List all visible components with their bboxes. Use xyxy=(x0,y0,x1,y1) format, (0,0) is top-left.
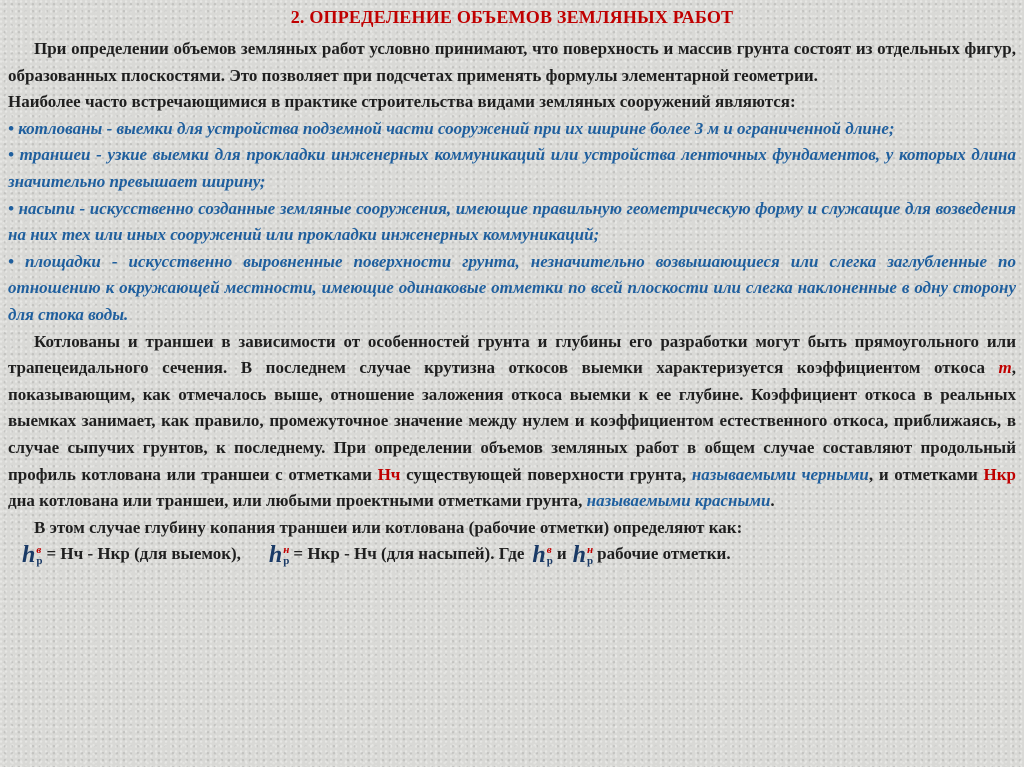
depth-paragraph: В этом случае глубину копания траншеи или котлована (рабочие отметки) определяют как: xyxy=(34,517,743,537)
h-fill-symbol: h н р xyxy=(268,541,290,568)
red-marks-label: называемыми красными xyxy=(586,491,771,511)
bullet-platforms: • площадки - искусственно выровненные поверхности грунта, незначительно возвышающиеся или слегка заглубленные по отношению к окружающей местности, имеющие одинаковые отметки по всей плоскости или слегка наклоненные в одну сторону для стока воды. xyxy=(8,251,1016,324)
slope-coefficient-symbol: m xyxy=(998,358,1012,378)
slopes-text-1: Котлованы и траншеи в зависимости от особенностей грунта и глубины его разработки могут быть прямоугольного или трапецеидального сечения. В последнем случае крутизна откосов выемки характеризуется коэффициентом откоса xyxy=(8,331,1016,378)
page-title: 2. ОПРЕДЕЛЕНИЕ ОБЪЕМОВ ЗЕМЛЯНЫХ РАБОТ xyxy=(290,7,734,27)
slide-body xyxy=(8,36,1016,568)
design-mark-symbol: Нкр xyxy=(983,464,1017,484)
h-fill-symbol-2: h н р xyxy=(572,541,594,568)
slopes-text-6: . xyxy=(770,491,775,511)
types-intro-paragraph: Наиболее часто встречающимися в практике строительства видами земляных сооружений являются: xyxy=(8,92,796,112)
formula-and: и xyxy=(556,544,567,564)
working-marks-formula xyxy=(8,541,1016,568)
bullet-pits: • котлованы - выемки для устройства подземной части сооружений при их ширине более 3 м и ограниченной длине; xyxy=(8,118,895,138)
slopes-text-2: , показывающим, как отмечалось выше, отношение заложения откоса выемки к ее глубине. Коэффициент откоса в реальных выемках занимает, как правило, промежуточное значение между нулем и коэффициентом естественного откоса, приближаясь, в случае сыпучих грунтов, к последнему. При определении объемов земляных работ в общем случае составляют продольный профиль котлована или траншеи с отметками xyxy=(8,358,1016,484)
surface-mark-symbol: Нч xyxy=(377,464,401,484)
bullet-trenches: • траншеи - узкие выемки для прокладки инженерных коммуникаций или устройства ленточных фундаментов, у которых длина значительно превышает ширину; xyxy=(8,145,1016,191)
slopes-text-5: дна котлована или траншеи, или любыми проектными отметками грунта, xyxy=(8,491,587,511)
h-cut-symbol-2: h в р xyxy=(532,541,553,568)
formula-fill-expression: = Нкр - Нч (для насыпей). Где xyxy=(293,544,525,564)
formula-cut-expression: = Нч - Нкр (для выемок), xyxy=(46,544,241,564)
slopes-text-4: , и отметками xyxy=(868,464,984,484)
intro-paragraph: При определении объемов земляных работ условно принимают, что поверхность и массив грунта состоят из отдельных фигур, образованных плоскостями. Это позволяет при подсчетах применять формулы элементарной геометрии. xyxy=(8,39,1016,85)
formula-tail: рабочие отметки. xyxy=(597,544,731,564)
bullet-embankments: • насыпи - искусственно созданные земляные сооружения, имеющие правильную геометрическую форму и служащие для возведения на них тех или иных сооружений или прокладки инженерных коммуникаций; xyxy=(8,198,1016,245)
slopes-text-3: существующей поверхности грунта, xyxy=(400,464,692,484)
h-cut-symbol: h в р xyxy=(22,541,43,568)
black-marks-label: называемыми черными xyxy=(691,464,869,484)
slopes-paragraph xyxy=(8,329,1016,515)
